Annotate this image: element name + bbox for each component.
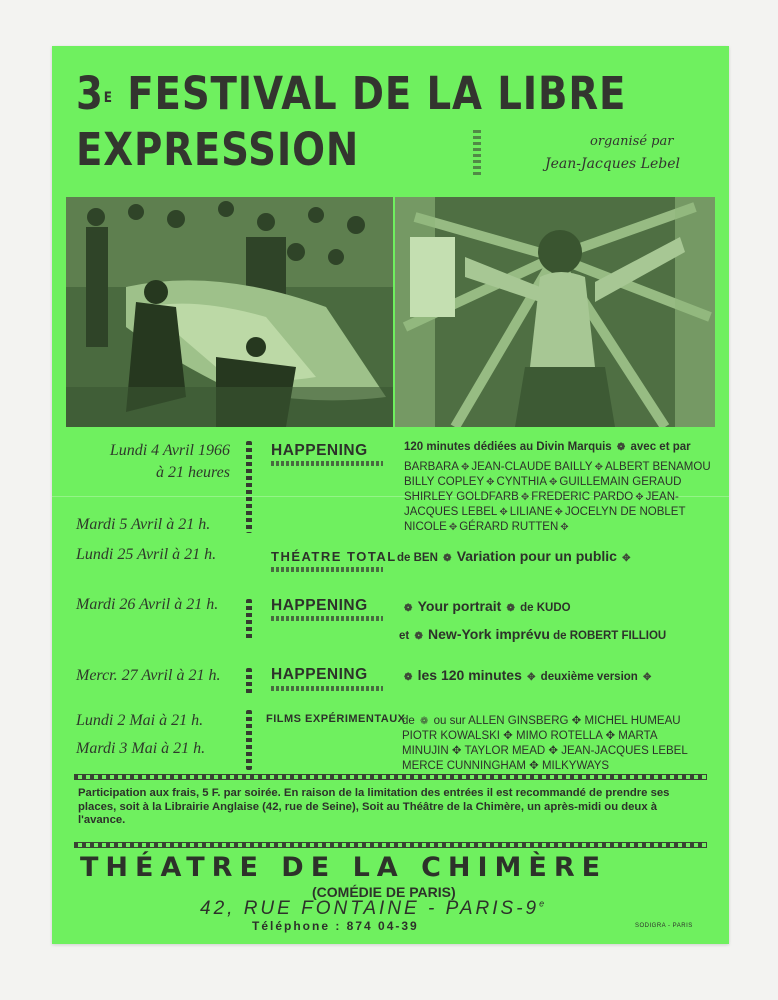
ornament-icon: ✥ [520,492,530,503]
participants-row [404,505,709,520]
ornament-icon: ✥ [560,522,569,533]
participants-row [404,460,709,475]
ornament-icon: ❁ [443,553,452,564]
participant: CYNTHIA [496,476,547,488]
event2-type: THÉATRE TOTAL [271,549,397,564]
ornament-icon: ✥ [448,522,458,533]
organizer-name: Jean-Jacques Lebel [545,156,680,172]
event3-title2: New-York imprévu [428,626,550,642]
event1-type: HAPPENING [271,442,368,459]
poster-title-line1 [76,68,626,120]
edition-sup: E [103,90,113,106]
films-row [402,714,688,729]
title-line1-text: FESTIVAL DE LA LIBRE [127,67,627,120]
event2-date: Lundi 25 Avril à 21 h. [76,546,217,563]
event5-date2: Mardi 3 Mai à 21 h. [76,740,206,757]
photo-happening-crowd [66,197,393,427]
participants-row [404,475,709,490]
event2-description [397,548,633,564]
venue-address-text: 42, RUE FONTAINE - PARIS-9 [200,898,540,919]
participant: JACQUES LEBEL [404,506,498,518]
event1-description [404,441,691,453]
participant: JEAN- [645,491,679,503]
event3-date: Mardi 26 Avril à 21 h. [76,596,219,613]
event2-type-ornament [271,567,383,572]
event5-chain-divider [246,710,252,770]
event4-type-ornament [271,686,383,691]
event4-chain-divider [246,668,252,694]
participation-note: Participation aux frais, 5 F. par soirée. En raison de la limitation des entrées il est recommandé de prendre ses places, soit à la Librairie Anglaise (42, rue de Seine), Soit au Théâtre de la Chimère, un après-midi ou deux à l'avance. [78,787,670,826]
event4-note: deuxième version [540,671,638,683]
event1-date-line1: Lundi 4 Avril 1966 [109,442,230,459]
ornament-icon: ✥ [554,507,563,518]
participant: NICOLE [404,521,447,533]
ornament-icon: ❁ [616,442,626,453]
ornament-icon: ✥ [460,462,470,473]
ornament-icon: ❁ [404,603,413,614]
participant: SHIRLEY GOLDFARB [404,491,519,503]
event3-chain-divider [246,599,252,641]
event1-chain-divider [246,441,252,533]
films-line: ALLEN GINSBERG ✥ MICHEL HUMEAU [468,715,681,727]
poster-title-line2: EXPRESSION [76,123,360,176]
event5-type: FILMS EXPÉRIMENTAUX [266,713,406,725]
ornament-icon: ✥ [549,477,558,488]
venue-name: THÉATRE DE LA CHIMÈRE [80,852,608,883]
event3-description2 [399,626,666,642]
participant: FREDERIC PARDO [531,491,634,503]
title-ornament [473,130,481,178]
films-line: PIOTR KOWALSKI ✥ MIMO ROTELLA ✥ MARTA [402,730,658,742]
event5-date1: Lundi 2 Mai à 21 h. [76,712,204,729]
festival-poster [52,46,729,944]
participants-row [404,520,709,535]
ornament-icon: ✥ [622,553,631,564]
venue-address [200,898,547,920]
photo-performer [395,197,715,427]
event5-prefix2: ou sur [433,715,466,727]
event1-second-date: Mardi 5 Avril à 21 h. [76,516,211,533]
event4-date: Mercr. 27 Avril à 21 h. [76,667,221,684]
ornament-icon: ✥ [635,492,644,503]
event3-artist2: de ROBERT FILLIOU [553,630,667,642]
participant: BILLY COPLEY [404,476,485,488]
ornament-icon: ✥ [527,672,536,683]
event2-artist: de BEN [397,552,438,564]
ornament-icon: ❁ [404,672,413,683]
event4-description [402,667,653,683]
participants-row [404,490,709,505]
event1-type-ornament [271,461,383,466]
ornament-icon: ❁ [414,631,423,642]
event5-prefix: de [402,715,415,727]
event1-desc-lead: 120 minutes dédiées au Divin Marquis [404,441,612,453]
participant: GÉRARD RUTTEN [459,521,559,533]
event3-type: HAPPENING [271,597,368,614]
venue-phone: Téléphone : 874 04-39 [252,919,419,933]
ornament-icon: ✥ [643,672,652,683]
ornament-border-bottom [74,842,707,848]
ornament-icon: ❁ [506,603,515,614]
venue-address-sup: e [539,898,548,909]
event1-date-line2: à 21 heures [155,464,230,481]
event3-artist: de KUDO [520,602,571,614]
event3-title: Your portrait [417,598,502,614]
ornament-icon: ✥ [594,462,603,473]
ornament-icon: ✥ [499,507,508,518]
event4-title: les 120 minutes [417,667,522,683]
event3-description1 [402,598,571,614]
films-line: MINUJIN ✥ TAYLOR MEAD ✥ JEAN-JACQUES LEBEL [402,745,688,757]
ornament-icon: ❁ [420,716,429,727]
participant: JOCELYN DE NOBLET [564,506,686,518]
event5-films [402,714,688,774]
venue-subtitle: (COMÉDIE DE PARIS) [312,884,456,900]
participant: ALBERT BENAMOU [604,461,711,473]
printer-credit: SODIGRA - PARIS [635,923,693,929]
event1-desc-tail: avec et par [630,441,691,453]
participant: LILIANE [509,506,553,518]
participant: JEAN-CLAUDE BAILLY [471,461,593,473]
participant: BARBARA [404,461,459,473]
event3-type-ornament [271,616,383,621]
films-line: MERCE CUNNINGHAM ✥ MILKYWAYS [402,760,610,772]
edition-number: 3 [76,67,104,120]
event3-conjunction: et [399,630,410,642]
ornament-border-top [74,774,707,780]
participant: GUILLEMAIN GERAUD [559,476,682,488]
event2-title: Variation pour un public [456,548,617,564]
event4-type: HAPPENING [271,666,368,683]
event1-participants [404,460,709,535]
organizer-label: organisé par [590,134,674,149]
ornament-icon: ✥ [486,477,495,488]
